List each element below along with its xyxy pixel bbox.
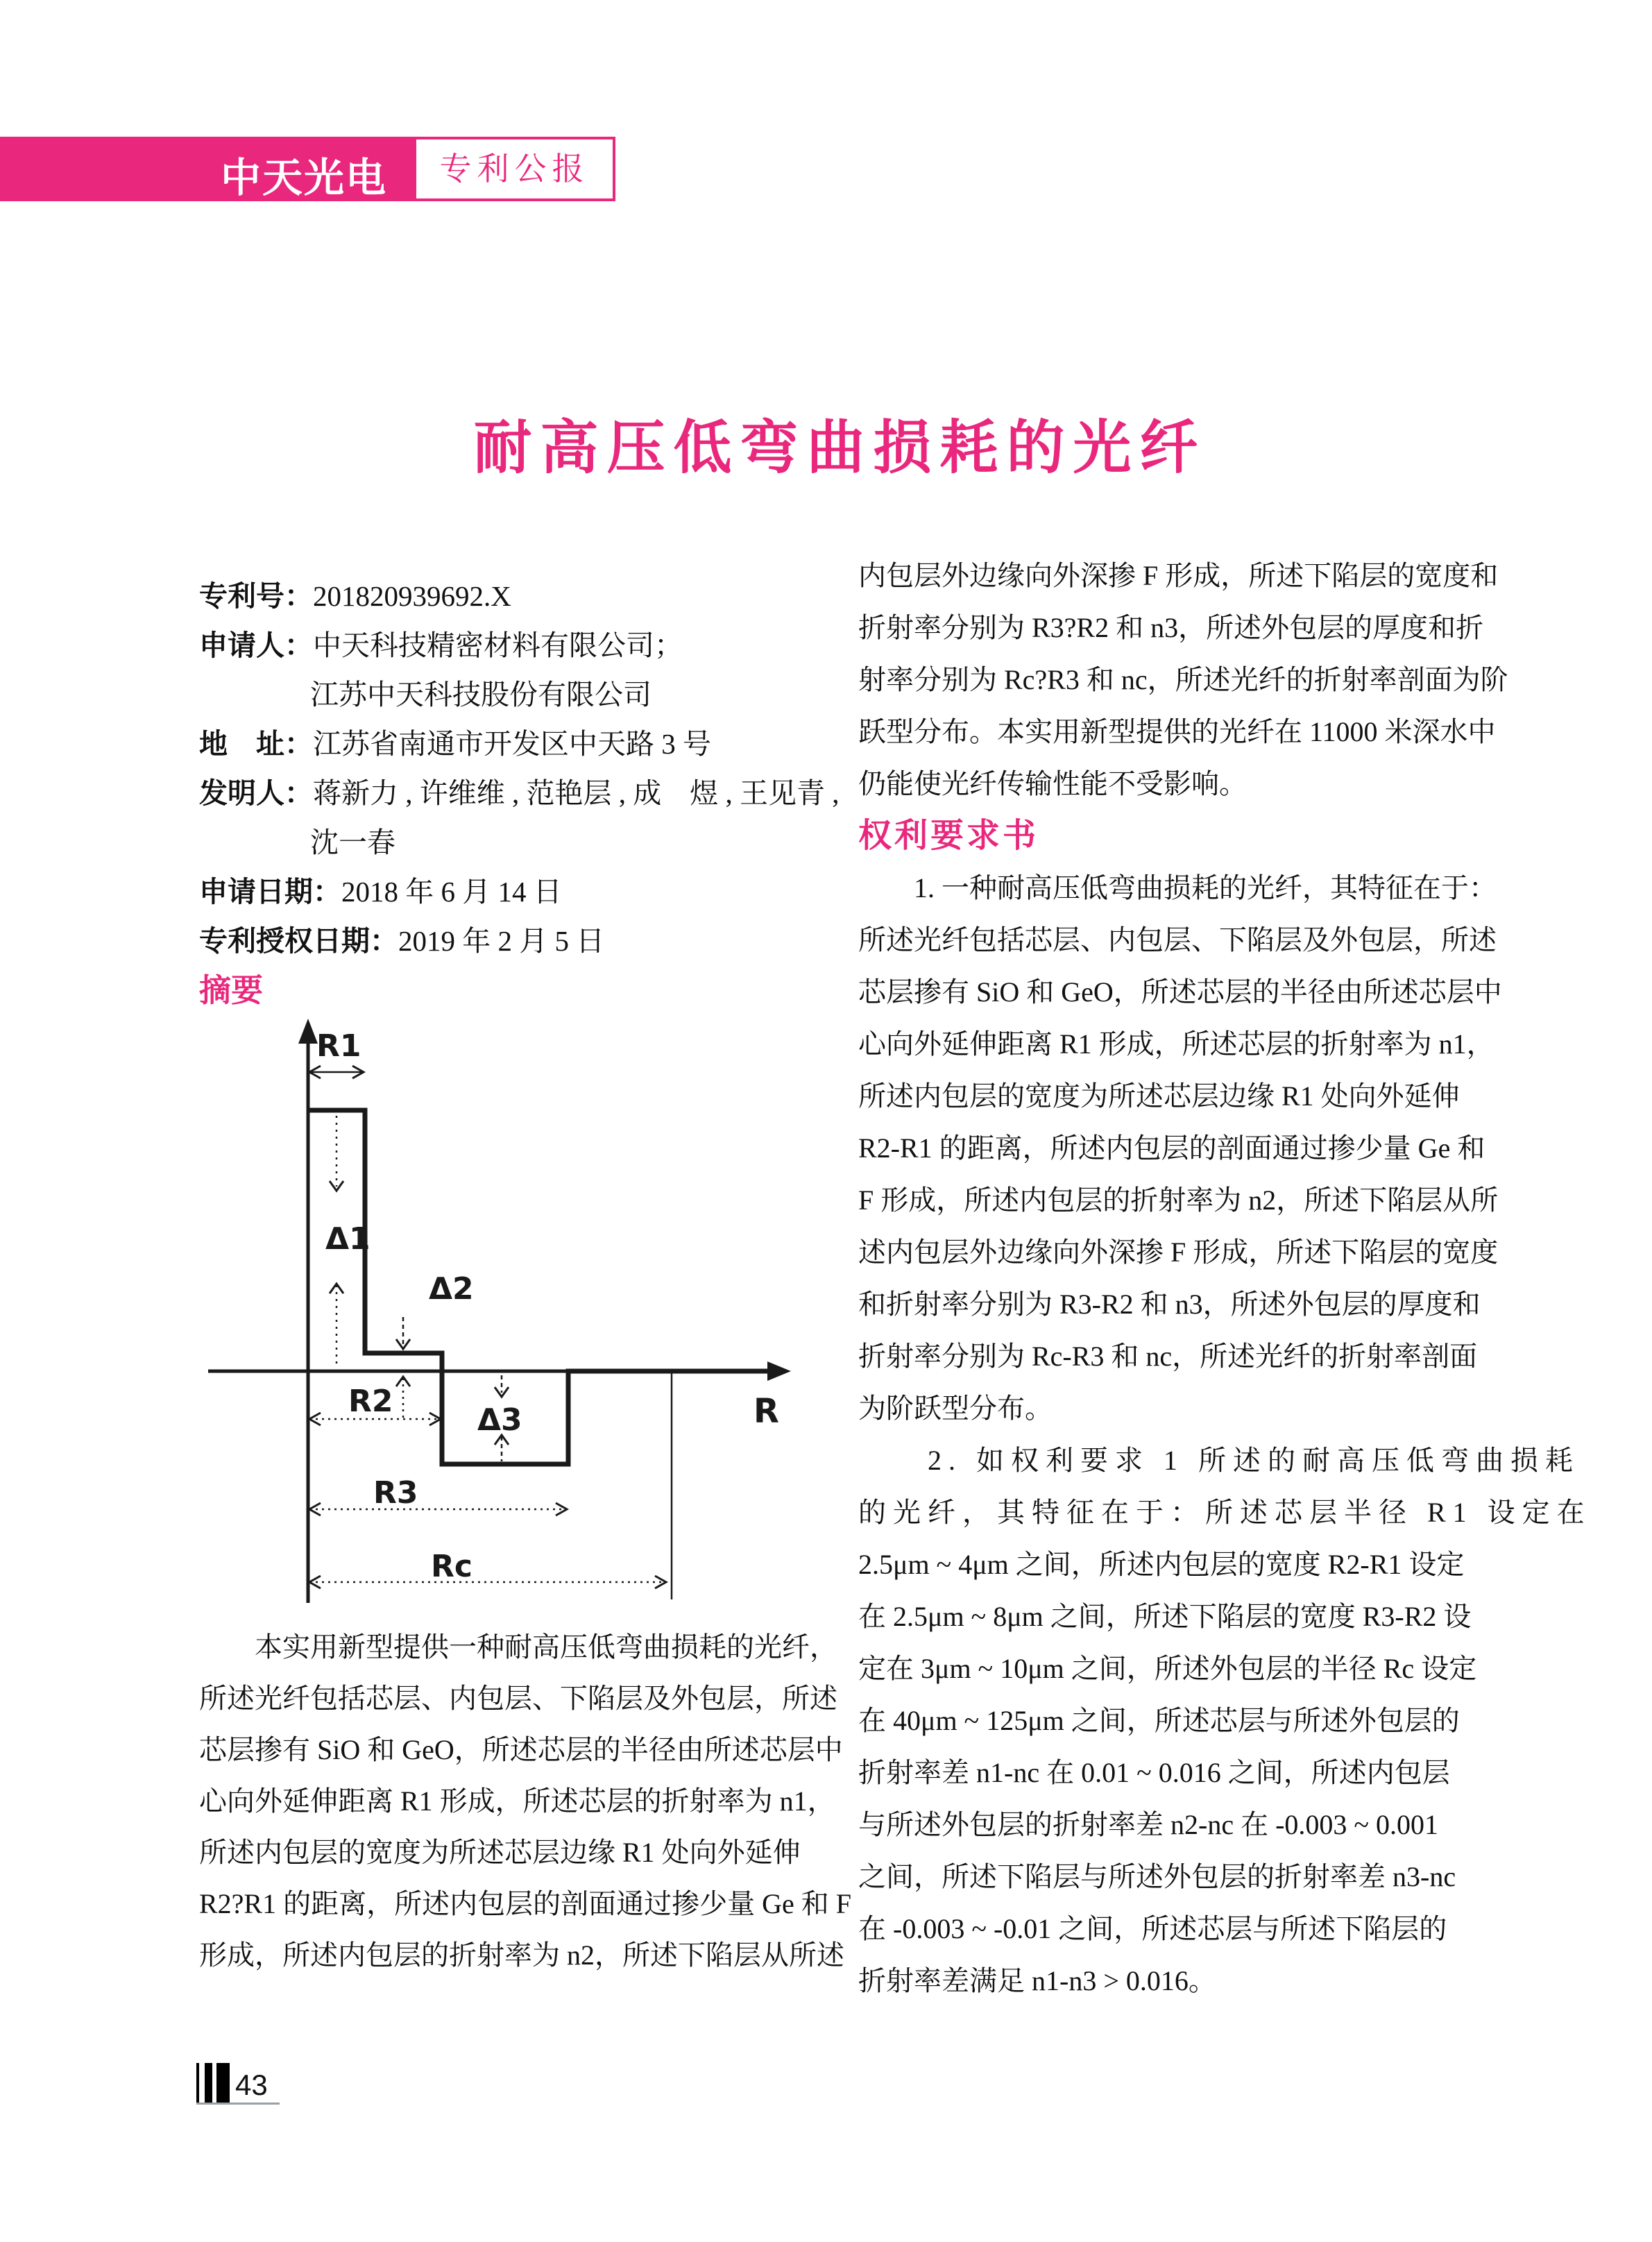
info-row-grant-date bbox=[199, 917, 840, 966]
patent-number-value: 201820939692.X bbox=[313, 580, 511, 612]
abstract-line: 本实用新型提供一种耐高压低弯曲损耗的光纤， bbox=[199, 1631, 837, 1663]
figure-r-axis-label: R bbox=[753, 1392, 779, 1431]
abstract-heading-row bbox=[199, 966, 840, 1017]
claim2-line: 的光纤，其特征在于：所述芯层半径 R1 设定在 bbox=[858, 1497, 1592, 1528]
claim2-line: 2.5μm ~ 4μm 之间，所述内包层的宽度 R2-R1 设定 bbox=[858, 1549, 1465, 1580]
applicant-value: 中天科技精密材料有限公司； bbox=[313, 629, 683, 661]
claim1-line: 所述内包层的宽度为所述芯层边缘 R1 处向外延伸 bbox=[858, 1080, 1460, 1112]
address-value: 江苏省南通市开发区中天路 3 号 bbox=[313, 728, 711, 760]
claim1-line: 折射率分别为 Rc-R3 和 nc，所述光纤的折射率剖面 bbox=[858, 1341, 1478, 1372]
abstract-line: 心向外延伸距离 R1 形成，所述芯层的折射率为 n1， bbox=[199, 1785, 835, 1817]
footer-bar bbox=[205, 2063, 212, 2103]
claim1-line: 述内包层外边缘向外深掺 F 形成，所述下陷层的宽度 bbox=[858, 1237, 1499, 1268]
figure-label-delta3: Δ3 bbox=[477, 1402, 522, 1438]
patent-info-block bbox=[199, 572, 840, 1017]
claim1-line: F 形成，所述内包层的折射率为 n2，所述下陷层从所 bbox=[858, 1184, 1499, 1216]
claim2-line: 之间，所述下陷层与所述外包层的折射率差 n3-nc bbox=[858, 1861, 1456, 1892]
figure-label-delta2: Δ2 bbox=[429, 1271, 474, 1307]
footer-bar bbox=[196, 2063, 199, 2103]
figure-profile-line bbox=[308, 1110, 772, 1599]
info-row-patent-number bbox=[199, 572, 840, 621]
info-row-applicant-2 bbox=[310, 670, 840, 720]
page-number: 43 bbox=[235, 2069, 268, 2101]
figure-label-R2: R2 bbox=[348, 1384, 393, 1419]
claim2-line: 在 2.5μm ~ 8μm 之间，所述下陷层的宽度 R3-R2 设 bbox=[858, 1601, 1472, 1632]
inventors-value: 蒋新力 , 许维维 , 范艳层 , 成 煜 , 王见青 , bbox=[313, 777, 840, 809]
figure-vertical-axis bbox=[298, 1019, 318, 1603]
figure-dim-delta3 bbox=[477, 1375, 522, 1461]
abstract-text-left bbox=[199, 1622, 851, 1981]
abstract-heading: 摘要 bbox=[199, 973, 263, 1008]
grant-date-label: 专利授权日期： bbox=[199, 925, 398, 957]
company-logo: 中天光电 bbox=[221, 155, 388, 201]
claim1-line: R2-R1 的距离，所述内包层的剖面通过掺少量 Ge 和 bbox=[858, 1132, 1485, 1164]
claim1-line: 为阶跃型分布。 bbox=[858, 1393, 1053, 1424]
abstract-line: 仍能使光纤传输性能不受影响。 bbox=[858, 768, 1247, 799]
abstract-line: 形成，所述内包层的折射率为 n2，所述下陷层从所述 bbox=[199, 1939, 844, 1971]
claim1-line: 心向外延伸距离 R1 形成，所述芯层的折射率为 n1， bbox=[858, 1028, 1495, 1060]
patent-number-label: 专利号： bbox=[199, 580, 313, 612]
gazette-badge bbox=[414, 137, 615, 201]
claim1-line: 和折射率分别为 R3-R2 和 n3，所述外包层的厚度和 bbox=[858, 1289, 1481, 1320]
refractive-index-profile-figure bbox=[173, 1013, 798, 1610]
footer-bar bbox=[216, 2063, 230, 2103]
applicant-label: 申请人： bbox=[199, 629, 313, 661]
inventors-value-2: 沈一春 bbox=[310, 826, 395, 858]
address-label: 地 址： bbox=[199, 728, 313, 760]
info-row-inventors-2 bbox=[310, 818, 840, 867]
grant-date-value: 2019 年 2 月 5 日 bbox=[398, 925, 605, 957]
figure-label-delta1: Δ1 bbox=[325, 1221, 371, 1257]
claim2-line: 在 -0.003 ~ -0.01 之间，所述芯层与所述下陷层的 bbox=[858, 1913, 1447, 1944]
abstract-line: 跃型分布。本实用新型提供的光纤在 11000 米深水中 bbox=[858, 716, 1496, 747]
info-row-address bbox=[199, 720, 840, 769]
figure-label-R3: R3 bbox=[373, 1475, 418, 1511]
figure-label-Rc: Rc bbox=[431, 1549, 472, 1584]
filing-date-label: 申请日期： bbox=[199, 876, 341, 908]
claim2-line: 与所述外包层的折射率差 n2-nc 在 -0.003 ~ 0.001 bbox=[858, 1809, 1439, 1840]
claim2-line: 2. 如权利要求 1 所述的耐高压低弯曲损耗 bbox=[858, 1445, 1580, 1476]
abstract-line: 射率分别为 Rc?R3 和 nc，所述光纤的折射率剖面为阶 bbox=[858, 664, 1508, 695]
right-column bbox=[858, 550, 1592, 2007]
figure-dim-delta2 bbox=[396, 1271, 474, 1418]
figure-dim-R2 bbox=[309, 1384, 441, 1425]
claim2-line: 定在 3μm ~ 10μm 之间，所述外包层的半径 Rc 设定 bbox=[858, 1653, 1477, 1684]
footer-rule bbox=[196, 2103, 280, 2105]
info-row-applicant bbox=[199, 621, 840, 670]
claims-heading: 权利要求书 bbox=[858, 817, 1039, 854]
inventors-label: 发明人： bbox=[199, 777, 313, 809]
abstract-line: 内包层外边缘向外深掺 F 形成，所述下陷层的宽度和 bbox=[858, 560, 1499, 591]
applicant-value-2: 江苏中天科技股份有限公司 bbox=[310, 679, 652, 711]
page-title: 耐高压低弯曲损耗的光纤 bbox=[473, 416, 1207, 481]
claim1-line: 所述光纤包括芯层、内包层、下陷层及外包层，所述 bbox=[858, 924, 1497, 956]
claim1-line: 芯层掺有 SiO 和 GeO，所述芯层的半径由所述芯层中 bbox=[858, 976, 1502, 1008]
claim2-line: 折射率差满足 n1-n3 > 0.016。 bbox=[858, 1965, 1216, 1996]
figure-dim-R3 bbox=[309, 1475, 567, 1515]
abstract-line: R2?R1 的距离，所述内包层的剖面通过掺少量 Ge 和 F bbox=[199, 1888, 851, 1919]
abstract-line: 折射率分别为 R3?R2 和 n3，所述外包层的厚度和折 bbox=[858, 612, 1484, 643]
abstract-line: 所述光纤包括芯层、内包层、下陷层及外包层，所述 bbox=[199, 1683, 837, 1714]
info-row-filing-date bbox=[199, 867, 840, 917]
abstract-line: 所述内包层的宽度为所述芯层边缘 R1 处向外延伸 bbox=[199, 1837, 801, 1868]
gazette-badge-label: 专利公报 bbox=[439, 151, 590, 187]
abstract-line: 芯层掺有 SiO 和 GeO，所述芯层的半径由所述芯层中 bbox=[199, 1734, 843, 1765]
figure-label-R1: R1 bbox=[316, 1028, 361, 1064]
claim2-line: 在 40μm ~ 125μm 之间，所述芯层与所述外包层的 bbox=[858, 1705, 1460, 1736]
info-row-inventors bbox=[199, 769, 840, 818]
figure-dim-R1 bbox=[309, 1028, 364, 1078]
claim1-line: 1. 一种耐高压低弯曲损耗的光纤，其特征在于： bbox=[858, 872, 1497, 903]
claim2-line: 折射率差 n1-nc 在 0.01 ~ 0.016 之间，所述内包层 bbox=[858, 1757, 1450, 1788]
filing-date-value: 2018 年 6 月 14 日 bbox=[341, 876, 562, 908]
figure-dim-Rc bbox=[309, 1549, 666, 1588]
